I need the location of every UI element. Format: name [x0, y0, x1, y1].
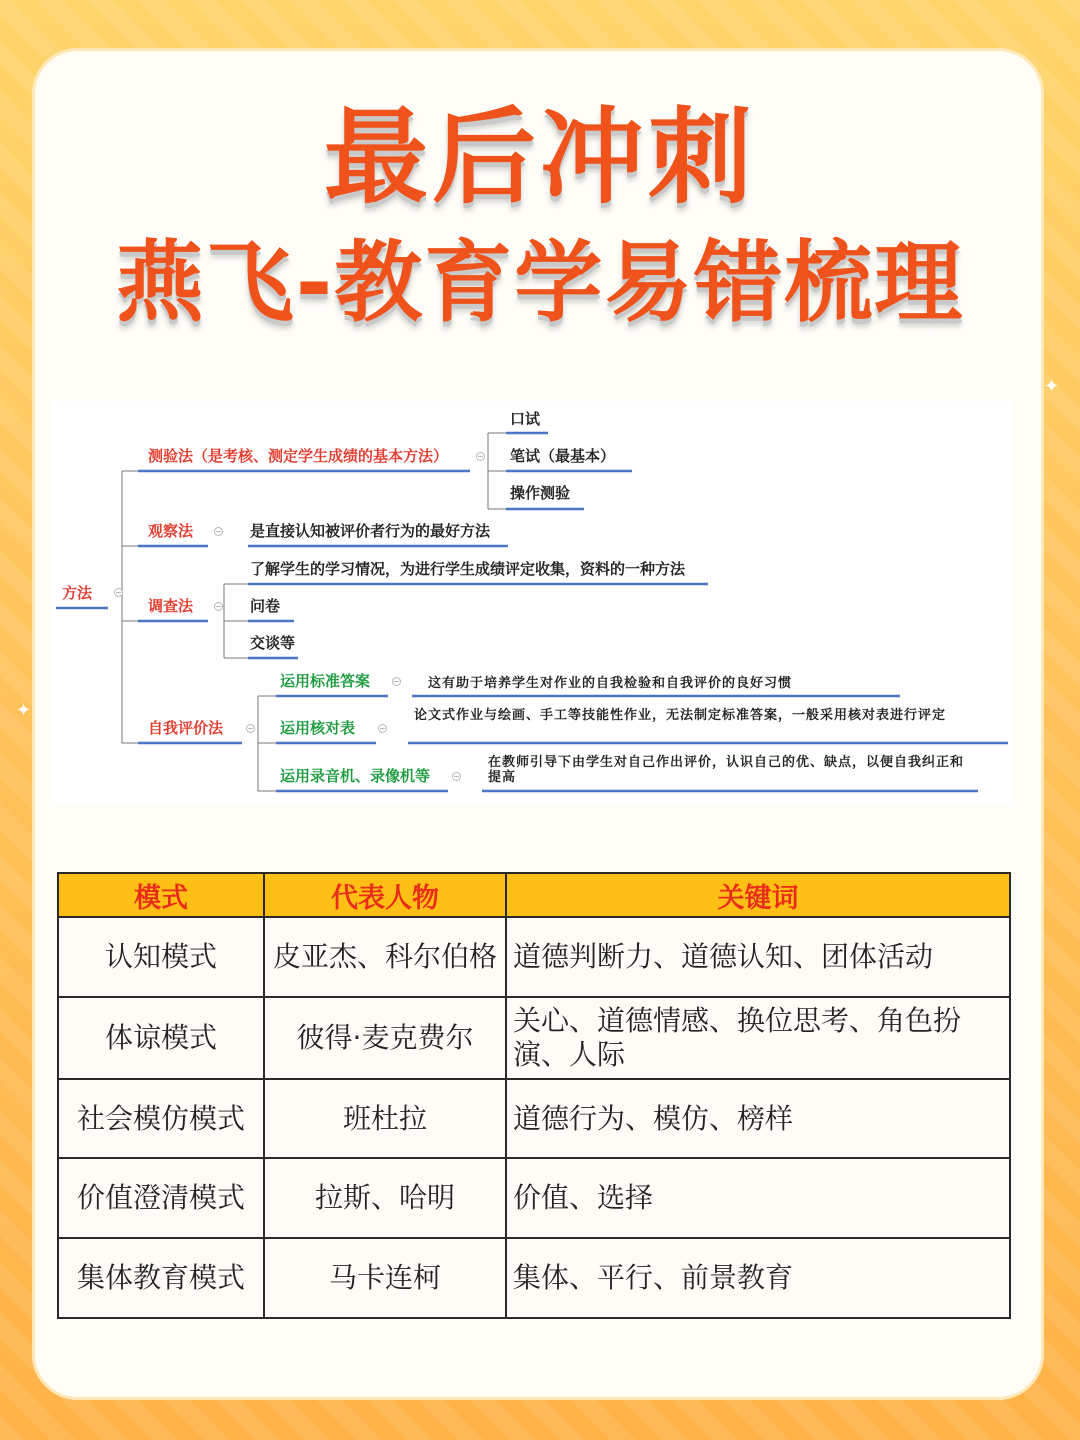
leaf-written: 笔试（最基本）: [510, 447, 616, 465]
leaf-survey-desc: 了解学生的学习情况，为进行学生成绩评定收集，资料的一种方法: [250, 560, 686, 578]
collapse-icon: [114, 588, 123, 597]
self-item-answer: 运用标准答案: [280, 672, 371, 690]
collapse-icon: [214, 527, 223, 536]
self-item-checklist-desc: 论文式作业与绘画、手工等技能性作业，无法制定标准答案，一般采用核对表进行评定: [414, 708, 947, 723]
table-row: [58, 1238, 1010, 1318]
cell-keywords: 关心、道德情感、换位思考、角色扮演、人际: [506, 997, 1010, 1079]
collapse-icon: [392, 677, 401, 686]
cell-person: 班杜拉: [264, 1079, 506, 1158]
cell-person: 皮亚杰、科尔伯格: [264, 917, 506, 997]
table-row: [58, 997, 1010, 1079]
title-line-2: 燕飞-教育学易错梳理: [115, 231, 965, 334]
sparkle-icon: ✦: [16, 700, 32, 721]
branch-test: 测验法（是考核、测定学生成绩的基本方法）: [148, 447, 449, 465]
cell-keywords: 集体、平行、前景教育: [506, 1238, 1010, 1318]
collapse-icon: [214, 602, 223, 611]
cell-mode: 价值澄清模式: [58, 1158, 264, 1238]
header-mode: 模式: [58, 873, 264, 917]
leaf-interview: 交谈等: [250, 634, 296, 652]
cell-keywords: 价值、选择: [506, 1158, 1010, 1238]
cell-keywords: 道德行为、模仿、榜样: [506, 1079, 1010, 1158]
cell-person: 拉斯、哈明: [264, 1158, 506, 1238]
cell-mode: 认知模式: [58, 917, 264, 997]
self-item-checklist: 运用核对表: [280, 719, 356, 737]
header-person: 代表人物: [264, 873, 506, 917]
cell-mode: 集体教育模式: [58, 1238, 264, 1318]
collapse-icon: [476, 452, 485, 461]
title-line-1: 最后冲刺: [323, 96, 756, 218]
header-keywords: 关键词: [506, 873, 1010, 917]
self-item-answer-desc: 这有助于培养学生对作业的自我检验和自我评价的良好习惯: [428, 676, 793, 691]
collapse-icon: [246, 724, 255, 733]
table-row: [58, 1158, 1010, 1238]
cell-person: 彼得·麦克费尔: [264, 997, 506, 1079]
cell-person: 马卡连柯: [264, 1238, 506, 1318]
sparkle-icon: ✦: [1044, 376, 1060, 397]
branch-self: 自我评价法: [148, 719, 224, 737]
cell-keywords: 道德判断力、道德认知、团体活动: [506, 917, 1010, 997]
self-item-recorder: 运用录音机、录像机等: [280, 767, 431, 785]
mindmap-root: 方法: [62, 584, 93, 602]
leaf-observe: 是直接认知被评价者行为的最好方法: [250, 522, 491, 540]
leaf-questionnaire: 问卷: [250, 597, 281, 615]
collapse-icon: [378, 724, 387, 733]
branch-observe: 观察法: [148, 522, 194, 540]
branch-survey: 调查法: [148, 597, 194, 615]
table-row: [58, 1079, 1010, 1158]
mind-map: [52, 402, 1012, 804]
cell-mode: 社会模仿模式: [58, 1079, 264, 1158]
table-row: [58, 917, 1010, 997]
moral-education-modes-table: [57, 872, 1011, 1319]
self-item-recorder-desc: 在教师引导下由学生对自己作出评价，认识自己的优、缺点，以便自我纠正和提高: [488, 755, 965, 785]
collapse-icon: [452, 772, 461, 781]
leaf-practical: 操作测验: [510, 484, 571, 502]
leaf-oral: 口试: [510, 410, 541, 428]
cell-mode: 体谅模式: [58, 997, 264, 1079]
table-header-row: [58, 873, 1010, 917]
